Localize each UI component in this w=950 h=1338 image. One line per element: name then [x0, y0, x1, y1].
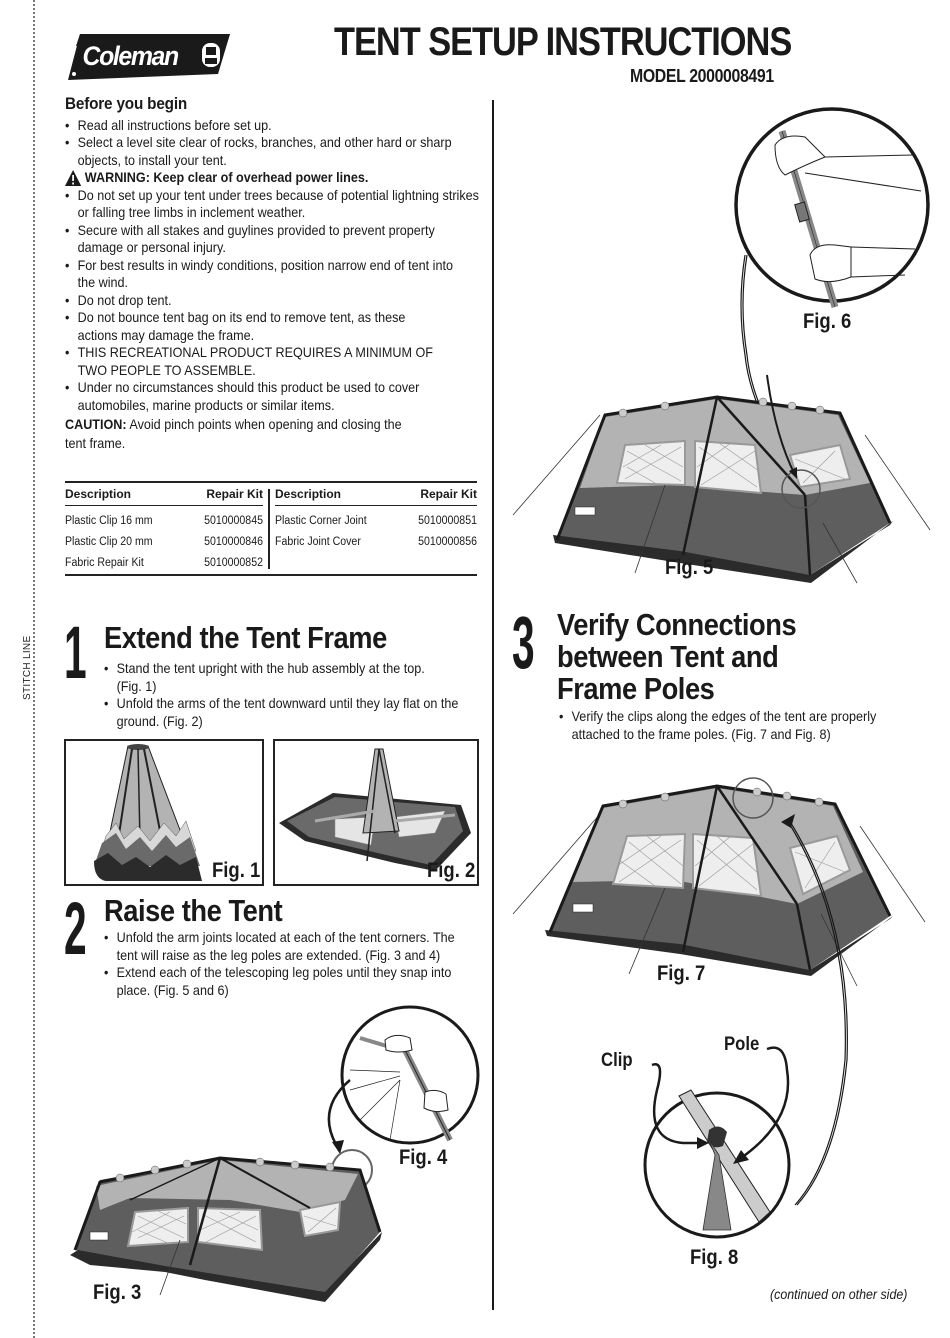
table-divider [268, 489, 270, 569]
part-code: 5010000852 [204, 556, 263, 569]
step-1-body [104, 660, 482, 730]
step-3-body [559, 708, 919, 743]
list-item: • Stand the tent upright with the hub assembly at the top. (Fig. 1) [104, 660, 428, 695]
figure-1 [64, 739, 264, 886]
section-heading: Before you begin [65, 94, 188, 113]
table-row [65, 510, 263, 531]
repair-kit-table-right [275, 483, 477, 552]
list-item: • For best results in windy conditions, position narrow end of tent into the wind. [65, 257, 470, 292]
figure-6-label: Fig. 6 [803, 310, 852, 333]
step-2-number: 2 [64, 887, 87, 970]
list-item: • Verify the clips along the edges of the tent are properly attached to the frame poles. (Fig. 7 and Fig. 8) [559, 708, 910, 743]
list-item: • Secure with all stakes and guylines provided to prevent property damage or personal injury. [65, 222, 479, 257]
table-row [65, 552, 263, 573]
part-code: 5010000846 [204, 535, 263, 548]
stitch-line [33, 0, 35, 1338]
header-repair-kit: Repair Kit [206, 487, 263, 501]
coleman-logo [66, 32, 232, 82]
list-item: • Select a level site clear of rocks, branches, and other hard or sharp objects, to install your tent. [65, 134, 461, 169]
step-1-title: Extend the Tent Frame [104, 620, 387, 655]
part-description: Plastic Clip 16 mm [65, 514, 153, 527]
step-3-title-line: Frame Poles [557, 671, 715, 706]
clip-label: Clip [601, 1050, 633, 1071]
part-description: Fabric Joint Cover [275, 535, 361, 548]
table-header [65, 483, 263, 506]
figure-4-label: Fig. 4 [399, 1146, 448, 1169]
step-2-body [104, 929, 482, 999]
part-description: Fabric Repair Kit [65, 556, 144, 569]
warning-text: WARNING: Keep clear of overhead power lines. [84, 169, 369, 185]
table-header [275, 483, 477, 506]
warning-line [65, 169, 479, 187]
list-item: • Under no circumstances should this product be used to cover automobiles, marine products or similar items. [65, 379, 452, 414]
step-3-title-line: Verify Connections [557, 607, 797, 642]
list-item: • Do not set up your tent under trees because of potential lightning strikes or falling tree limbs in inclement weather. [65, 187, 479, 222]
step-3-number: 3 [512, 601, 535, 684]
figure-3-label: Fig. 3 [93, 1281, 142, 1304]
pole-label: Pole [724, 1034, 760, 1055]
list-item: • Read all instructions before set up. [65, 117, 479, 135]
warning-triangle-icon [65, 170, 81, 186]
step-1-number: 1 [64, 611, 87, 694]
list-item: • Unfold the arm joints located at each of the tent corners. The tent will raise as the leg poles are extended. (Fig. 3 and 4) [104, 929, 455, 964]
header-repair-kit: Repair Kit [420, 487, 477, 501]
list-item: • Do not drop tent. [65, 292, 479, 310]
before-you-begin-section [65, 95, 485, 453]
step-2-title: Raise the Tent [104, 893, 283, 928]
part-code: 5010000851 [418, 514, 477, 527]
step-3-title-line: between Tent and [557, 639, 779, 674]
figure-2 [273, 739, 479, 886]
page-title: TENT SETUP INSTRUCTIONS [334, 20, 792, 64]
figure-2-label: Fig. 2 [427, 859, 476, 882]
figure-5-label: Fig. 5 [665, 556, 714, 579]
part-description: Plastic Corner Joint [275, 514, 367, 527]
part-code: 5010000845 [204, 514, 263, 527]
header-description: Description [65, 487, 132, 501]
part-description: Plastic Clip 20 mm [65, 535, 153, 548]
repair-kit-table-left [65, 483, 263, 573]
table-row [275, 510, 477, 531]
svg-text:Coleman: Coleman [82, 42, 178, 72]
header-description: Description [275, 487, 342, 501]
list-item: • Extend each of the telescoping leg poles until they snap into place. (Fig. 5 and 6) [104, 964, 464, 999]
list-item: • Do not bounce tent bag on its end to remove tent, as these actions may damage the frame. [65, 309, 443, 344]
caution-label: CAUTION: [65, 416, 127, 432]
step-3-title [557, 609, 796, 705]
list-item: • Unfold the arms of the tent downward until they lay flat on the ground. (Fig. 2) [104, 695, 473, 730]
list-item: • THIS RECREATIONAL PRODUCT REQUIRES A MINIMUM OF TWO PEOPLE TO ASSEMBLE. [65, 344, 461, 379]
figure-7-label: Fig. 7 [657, 962, 706, 985]
caution-note [65, 415, 425, 453]
table-row [275, 531, 477, 552]
model-number: MODEL 2000008491 [630, 66, 774, 86]
repair-kit-table [65, 481, 477, 576]
continued-note: (continued on other side) [770, 1287, 908, 1302]
part-code: 5010000856 [418, 535, 477, 548]
figure-1-label: Fig. 1 [212, 859, 261, 882]
stitch-line-label: STITCH LINE [22, 635, 33, 700]
figure-5-6-illustration [505, 95, 945, 575]
figure-8-label: Fig. 8 [690, 1246, 739, 1269]
caution-text: Avoid pinch points when opening and closing the tent frame. [65, 416, 402, 451]
table-row [65, 531, 263, 552]
